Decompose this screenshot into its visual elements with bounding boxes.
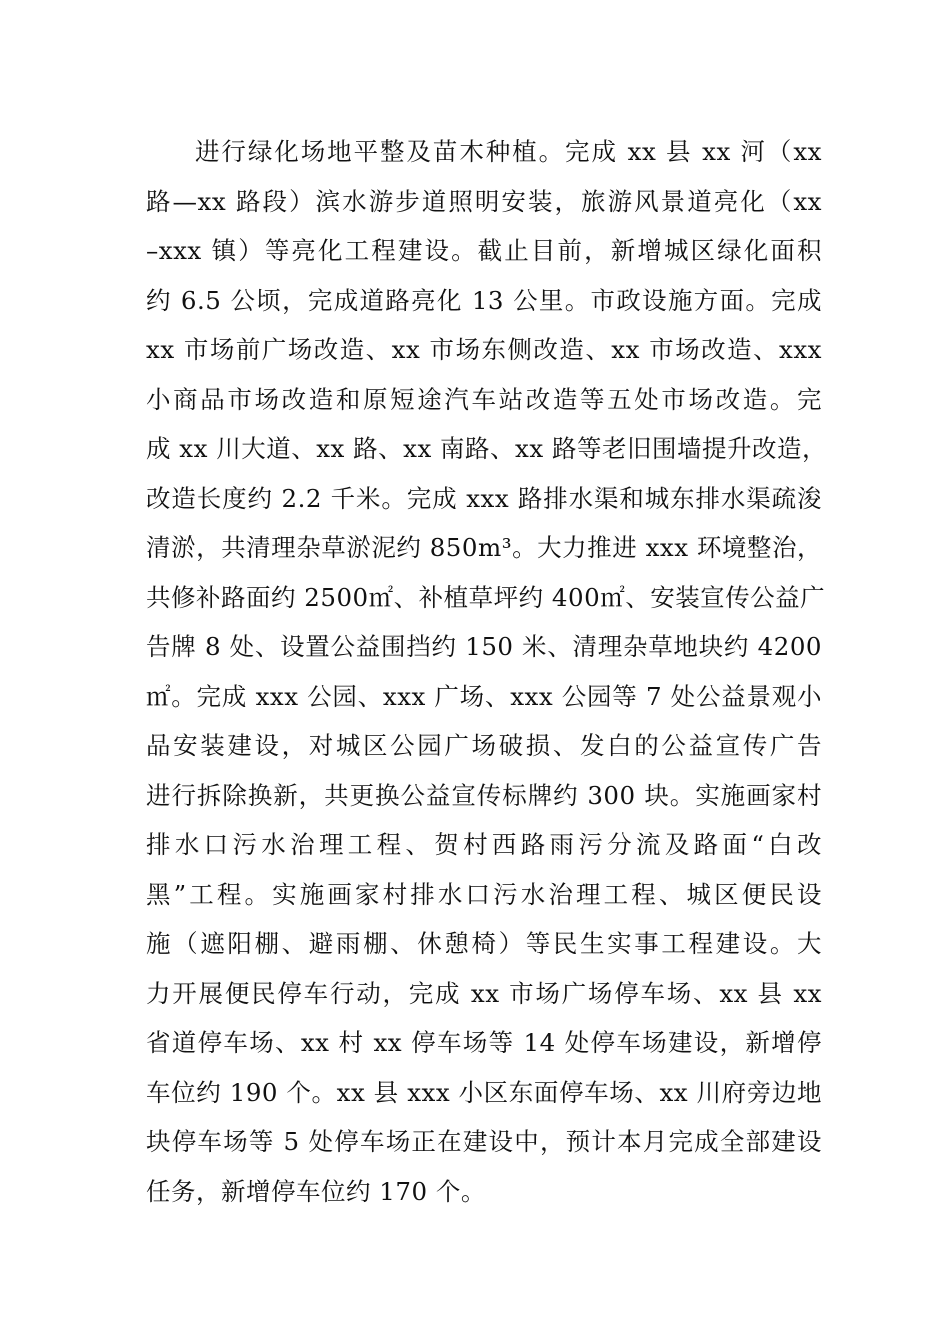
paragraph-line: 改造长度约 2.2 千米。完成 xxx 路排水渠和城东排水渠疏浚 (146, 483, 822, 513)
paragraph-line: 告牌 8 处、设置公益围挡约 150 米、清理杂草地块约 4200 (146, 632, 822, 661)
paragraph-line: 排水口污水治理工程、贺村西路雨污分流及路面“白改 (146, 830, 822, 859)
paragraph-line: 进行拆除换新，共更换公益宣传标牌约 300 块。实施画家村 (146, 780, 822, 810)
paragraph-line: xx 市场前广场改造、xx 市场东侧改造、xx 市场改造、xxx (146, 335, 822, 364)
body-paragraph (146, 127, 827, 1216)
paragraph-line: 黑”工程。实施画家村排水口污水治理工程、城区便民设 (146, 879, 822, 909)
paragraph-line: 车位约 190 个。xx 县 xxx 小区东面停车场、xx 川府旁边地 (146, 1077, 822, 1107)
paragraph-line: 品安装建设，对城区公园广场破损、发白的公益宣传广告 (146, 731, 822, 760)
paragraph-line: 小商品市场改造和原短途汽车站改造等五处市场改造。完 (146, 384, 822, 414)
paragraph-line: –xxx 镇）等亮化工程建设。截止目前，新增城区绿化面积 (146, 236, 822, 265)
paragraph-line: 任务，新增停车位约 170 个。 (146, 1176, 486, 1206)
paragraph-line: 力开展便民停车行动，完成 xx 市场广场停车场、xx 县 xx (146, 978, 822, 1008)
paragraph-line: 共修补路面约 2500㎡、补植草坪约 400㎡、安装宣传公益广 (146, 582, 826, 612)
paragraph-line: ㎡。完成 xxx 公园、xxx 广场、xxx 公园等 7 处公益景观小 (146, 681, 822, 711)
paragraph-line: 约 6.5 公顷，完成道路亮化 13 公里。市政设施方面。完成 (146, 285, 822, 315)
paragraph-line: 省道停车场、xx 村 xx 停车场等 14 处停车场建设，新增停 (146, 1028, 822, 1057)
paragraph-line: 清淤，共清理杂草淤泥约 850m³。大力推进 xxx 环境整治， (146, 533, 822, 562)
paragraph-line: 路—xx 路段）滨水游步道照明安装，旅游风景道亮化（xx (146, 186, 822, 216)
paragraph-line: 施（遮阳棚、避雨棚、休憩椅）等民生实事工程建设。大 (146, 929, 822, 958)
paragraph-line: 进行绿化场地平整及苗木种植。完成 xx 县 xx 河（xx (195, 137, 822, 166)
paragraph-line: 块停车场等 5 处停车场正在建设中，预计本月完成全部建设 (146, 1127, 822, 1156)
paragraph-line: 成 xx 川大道、xx 路、xx 南路、xx 路等老旧围墙提升改造， (146, 434, 827, 463)
